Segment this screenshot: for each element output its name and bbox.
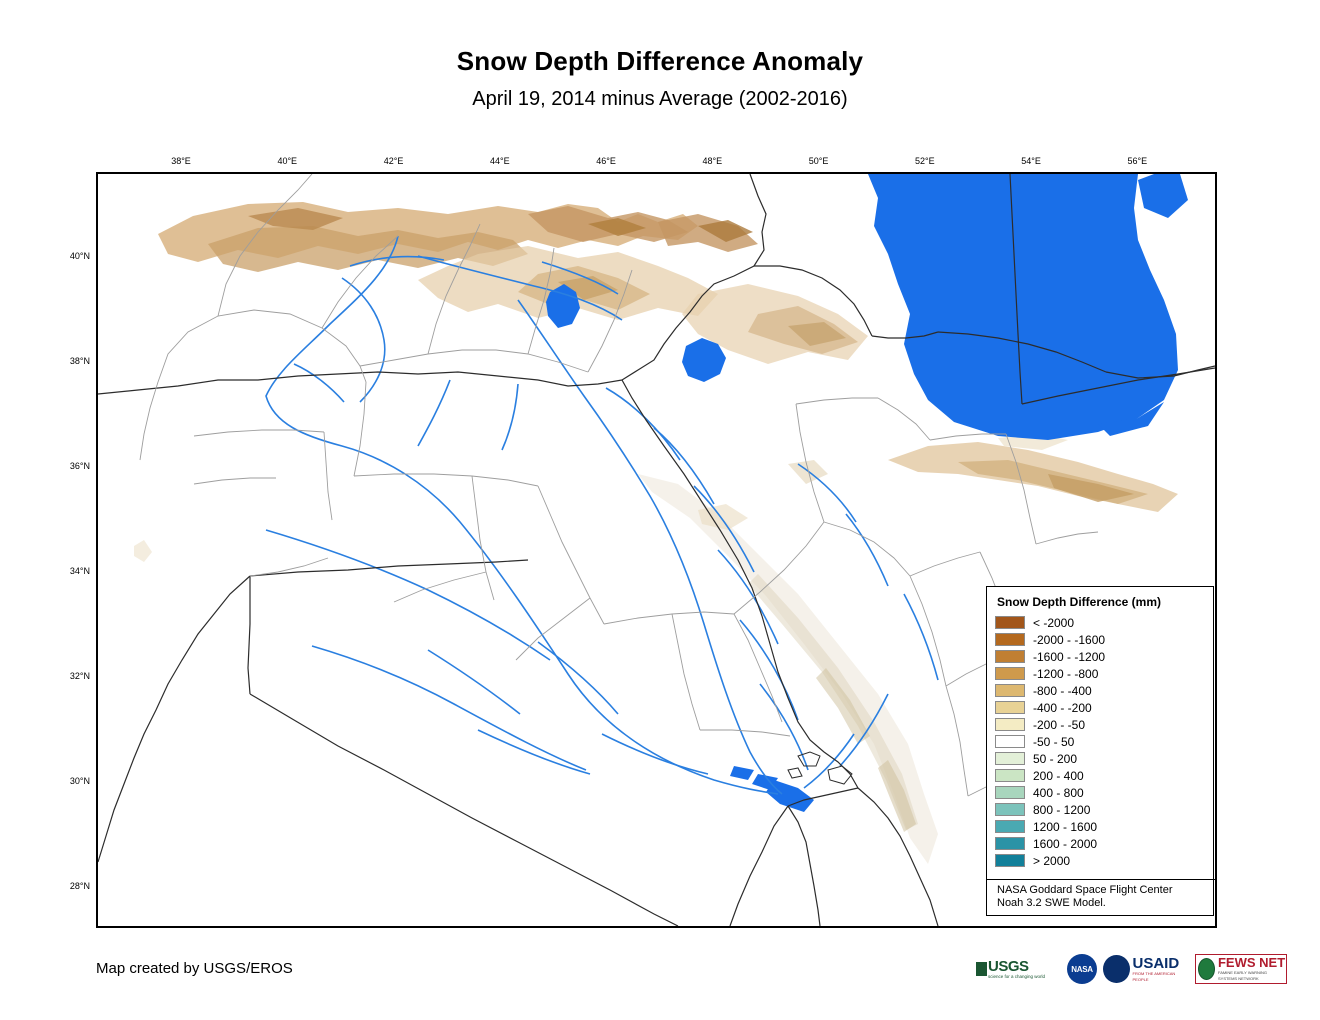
legend-label: 200 - 400 xyxy=(1033,768,1084,783)
legend-color-swatch xyxy=(995,701,1025,714)
legend-label: 1600 - 2000 xyxy=(1033,836,1098,851)
legend-label: 400 - 800 xyxy=(1033,785,1084,800)
latitude-tick-label: 28°N xyxy=(69,881,90,891)
legend-color-swatch xyxy=(995,854,1025,867)
legend-row xyxy=(995,733,1205,750)
legend-color-swatch xyxy=(995,650,1025,663)
legend-row xyxy=(995,767,1205,784)
usgs-logo-tagline: science for a changing world xyxy=(988,973,1046,979)
longitude-tick-label: 42°E xyxy=(383,156,404,166)
legend-row xyxy=(995,784,1205,801)
globe-icon xyxy=(1198,958,1215,980)
legend-label: -400 - -200 xyxy=(1033,700,1092,715)
legend-label: -1200 - -800 xyxy=(1033,666,1099,681)
legend-row xyxy=(995,665,1205,682)
coastline-detail-layer xyxy=(788,752,852,784)
legend-title: Snow Depth Difference (mm) xyxy=(997,595,1162,609)
legend-class-list xyxy=(995,614,1205,869)
legend-label: -2000 - -1600 xyxy=(1033,632,1106,647)
legend-row xyxy=(995,614,1205,631)
legend-row xyxy=(995,716,1205,733)
legend-color-swatch xyxy=(995,633,1025,646)
usaid-logo-tagline: FROM THE AMERICAN PEOPLE xyxy=(1132,970,1176,982)
legend-label: -200 - -50 xyxy=(1033,717,1086,732)
fewsnet-logo xyxy=(1195,954,1287,984)
longitude-tick-label: 46°E xyxy=(596,156,616,166)
legend-row xyxy=(995,648,1205,665)
logo-bar xyxy=(975,952,1287,986)
longitude-tick-label: 44°E xyxy=(489,156,510,166)
usaid-logo xyxy=(1103,954,1189,984)
legend-color-swatch xyxy=(995,667,1025,680)
page-title: Snow Depth Difference Anomaly xyxy=(456,46,864,76)
latitude-tick-label: 36°N xyxy=(69,461,90,471)
usgs-logo xyxy=(975,953,1061,985)
legend-note-line2: Noah 3.2 SWE Model. xyxy=(997,897,1106,910)
longitude-tick-label: 52°E xyxy=(914,156,935,166)
legend-row xyxy=(995,835,1205,852)
legend-color-swatch xyxy=(995,752,1025,765)
legend-row xyxy=(995,682,1205,699)
map-legend xyxy=(986,586,1214,916)
legend-label: 1200 - 1600 xyxy=(1033,819,1098,834)
usaid-logo-text: USAID xyxy=(1132,954,1180,972)
legend-color-swatch xyxy=(995,769,1025,782)
longitude-tick-label: 50°E xyxy=(808,156,829,166)
legend-row xyxy=(995,852,1205,869)
longitude-tick-label: 48°E xyxy=(702,156,723,166)
legend-color-swatch xyxy=(995,786,1025,799)
usgs-logo-text: USGS xyxy=(988,957,1029,975)
legend-row xyxy=(995,699,1205,716)
longitude-tick-label: 38°E xyxy=(171,156,191,166)
legend-source-note xyxy=(987,879,1215,912)
legend-row xyxy=(995,750,1205,767)
usgs-mark xyxy=(976,962,987,976)
fewsnet-logo-tagline: FAMINE EARLY WARNING SYSTEMS NETWORK xyxy=(1217,970,1268,981)
longitude-tick-label: 40°E xyxy=(277,156,298,166)
legend-note-line1: NASA Goddard Space Flight Center xyxy=(997,883,1173,896)
usaid-seal-icon xyxy=(1103,955,1130,983)
nasa-logo: NASA xyxy=(1067,954,1097,984)
legend-label: < -2000 xyxy=(1033,615,1075,630)
page-subtitle: April 19, 2014 minus Average (2002-2016) xyxy=(472,88,848,110)
latitude-tick-label: 34°N xyxy=(69,566,90,576)
legend-row xyxy=(995,631,1205,648)
legend-label: 800 - 1200 xyxy=(1033,802,1091,817)
longitude-tick-label: 54°E xyxy=(1021,156,1041,166)
latitude-tick-label: 30°N xyxy=(69,776,90,786)
legend-color-swatch xyxy=(995,735,1025,748)
fewsnet-logo-text: FEWS NET xyxy=(1217,955,1286,970)
legend-row xyxy=(995,818,1205,835)
legend-color-swatch xyxy=(995,803,1025,816)
legend-color-swatch xyxy=(995,684,1025,697)
legend-label: > 2000 xyxy=(1033,853,1071,868)
map-credit: Map created by USGS/EROS xyxy=(96,960,293,977)
legend-label: -800 - -400 xyxy=(1033,683,1092,698)
longitude-tick-label: 56°E xyxy=(1127,156,1148,166)
legend-color-swatch xyxy=(995,616,1025,629)
latitude-tick-label: 38°N xyxy=(69,356,90,366)
latitude-tick-label: 32°N xyxy=(69,671,90,681)
latitude-tick-label: 40°N xyxy=(69,251,90,261)
legend-row xyxy=(995,801,1205,818)
legend-color-swatch xyxy=(995,718,1025,731)
legend-label: 50 - 200 xyxy=(1033,751,1078,766)
legend-color-swatch xyxy=(995,820,1025,833)
legend-label: -50 - 50 xyxy=(1033,734,1075,749)
legend-color-swatch xyxy=(995,837,1025,850)
legend-label: -1600 - -1200 xyxy=(1033,649,1106,664)
